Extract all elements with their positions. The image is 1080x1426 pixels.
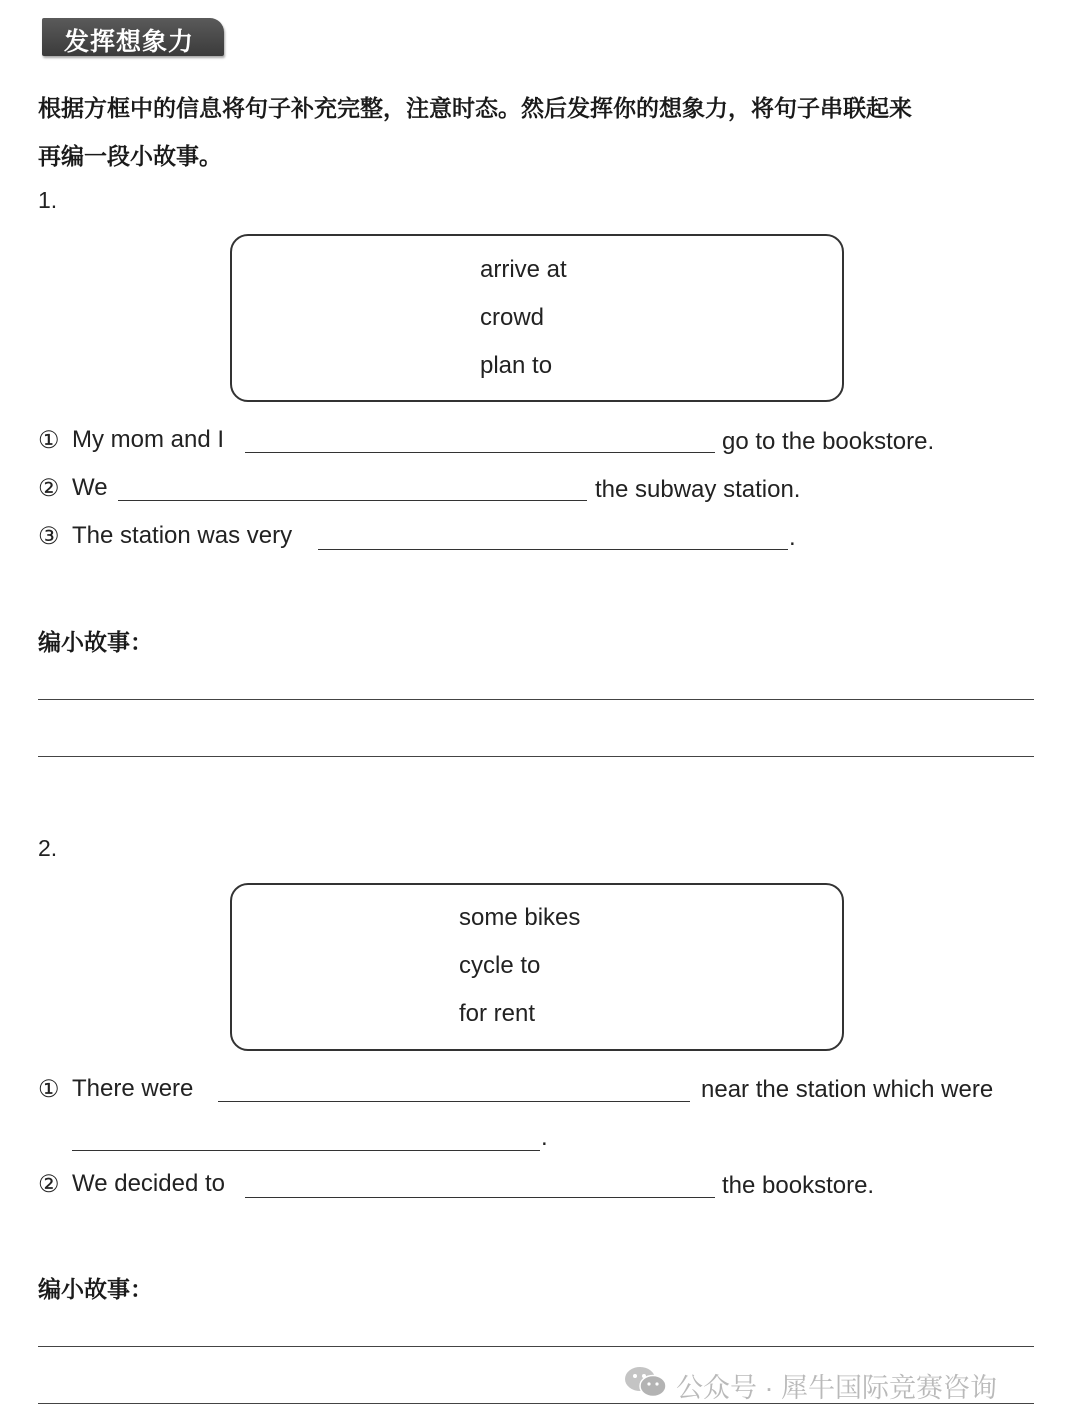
section-title: 发挥想象力 <box>64 27 195 56</box>
exercise-1-word: arrive at <box>480 256 567 283</box>
exercise-2-word: for rent <box>459 1000 536 1027</box>
exercise-1-word: plan to <box>480 352 553 379</box>
exercise-2-number: 2. <box>38 835 58 861</box>
instructions-line-2: 再编一段小故事。 <box>38 144 222 170</box>
exercise-1-sentence-3-marker: ③ <box>38 523 60 550</box>
exercise-2-sentence-2-start: We decided to <box>72 1170 225 1197</box>
exercise-1-story-label: 编小故事： <box>38 630 153 656</box>
watermark-text: 公众号 · 犀牛国际竞赛咨询 <box>676 1373 997 1403</box>
exercise-2-sentence-2-blank[interactable] <box>245 1197 715 1198</box>
exercise-2-word: some bikes <box>459 904 581 931</box>
wechat-icon <box>624 1365 668 1399</box>
exercise-1-sentence-2-end: the subway station. <box>595 476 801 503</box>
exercise-2-word: cycle to <box>459 952 541 979</box>
exercise-1-story-line[interactable] <box>38 756 1034 757</box>
exercise-2-sentence-1-end: . <box>541 1124 548 1151</box>
exercise-1-sentence-1-start: My mom and I <box>72 426 225 453</box>
exercise-2-story-line[interactable] <box>38 1346 1034 1347</box>
exercise-1-sentence-2-marker: ② <box>38 475 60 502</box>
exercise-1-sentence-3-start: The station was very <box>72 522 293 549</box>
exercise-1-sentence-1-blank[interactable] <box>245 452 715 453</box>
exercise-1-sentence-2-start: We <box>72 474 108 501</box>
exercise-2-sentence-1-marker: ① <box>38 1076 60 1103</box>
exercise-1-number: 1. <box>38 187 58 213</box>
exercise-2-sentence-1-blank-2[interactable] <box>72 1150 540 1151</box>
exercise-2-sentence-2-marker: ② <box>38 1171 60 1198</box>
exercise-2-story-label: 编小故事： <box>38 1277 153 1303</box>
exercise-1-sentence-2-blank[interactable] <box>118 500 587 501</box>
exercise-2-sentence-1-start: There were <box>72 1075 194 1102</box>
exercise-2-sentence-2-end: the bookstore. <box>722 1172 875 1199</box>
exercise-1-sentence-1-marker: ① <box>38 427 60 454</box>
exercise-1-sentence-1-end: go to the bookstore. <box>722 428 935 455</box>
exercise-1-sentence-3-end: . <box>789 524 796 551</box>
exercise-1-story-line[interactable] <box>38 699 1034 700</box>
instructions-line-1: 根据方框中的信息将句子补充完整，注意时态。然后发挥你的想象力，将句子串联起来 <box>38 96 912 122</box>
exercise-2-sentence-1-middle: near the station which were <box>701 1076 994 1103</box>
exercise-1-word: crowd <box>480 304 545 331</box>
exercise-1-sentence-3-blank[interactable] <box>318 549 788 550</box>
exercise-2-sentence-1-blank[interactable] <box>218 1101 690 1102</box>
